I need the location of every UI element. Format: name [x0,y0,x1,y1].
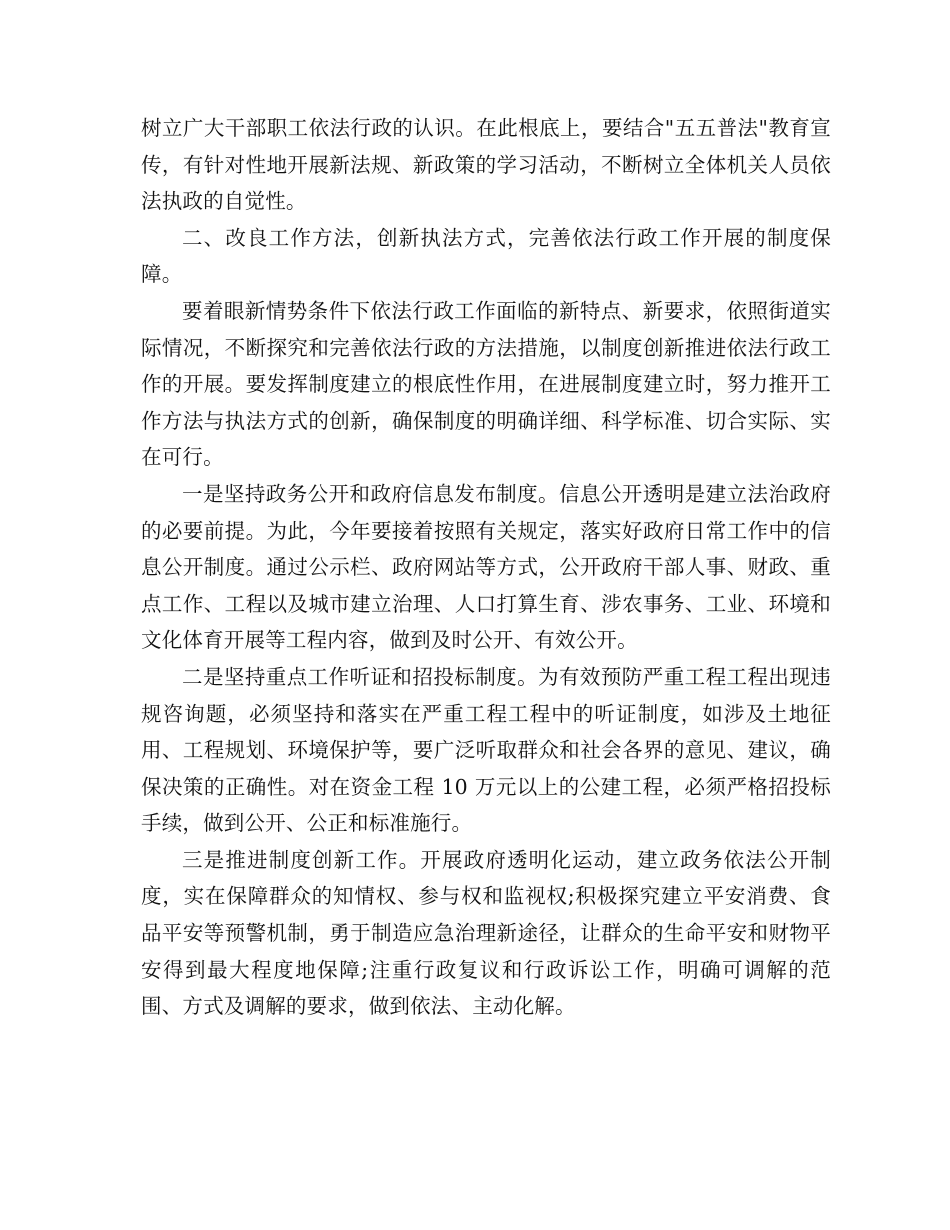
document-page [141,110,831,1025]
section-heading-two: 二、改良工作方法，创新执法方式，完善依法行政工作开展的制度保障。 [141,225,831,287]
paragraph-continuation: 树立广大干部职工依法行政的认识。在此根底上，要结合"五五普法"教育宣传，有针对性地开展新法规、新政策的学习活动，不断树立全体机关人员依法执政的自觉性。 [141,116,831,214]
paragraph-item-one: 一是坚持政务公开和政府信息发布制度。信息公开透明是建立法治政府的必要前提。为此，今年要接着按照有关规定，落实好政府日常工作中的信息公开制度。通过公示栏、政府网站等方式，公开政府干部人事、财政、重点工作、工程以及城市建立治理、人口打算生育、涉农事务、工业、环境和文化体育开展等工程内容，做到及时公开、有效公开。 [141,481,831,653]
paragraph-item-three: 三是推进制度创新工作。开展政府透明化运动，建立政务依法公开制度，实在保障群众的知情权、参与权和监视权;积极探究建立平安消费、食品平安等预警机制，勇于制造应急治理新途径，让群众的生命平安和财物平安得到最大程度地保障;注重行政复议和行政诉讼工作，明确可调解的范围、方式及调解的要求，做到依法、主动化解。 [141,847,831,1019]
paragraph-item-two: 二是坚持重点工作听证和招投标制度。为有效预防严重工程工程出现违规咨询题，必须坚持和落实在严重工程工程中的听证制度，如涉及土地征用、工程规划、环境保护等，要广泛听取群众和社会各界的意见、建议，确保决策的正确性。对在资金工程 10 万元以上的公建工程，必须严格招投标手续，做到公开、公正和标准施行。 [141,664,831,836]
paragraph-body: 要着眼新情势条件下依法行政工作面临的新特点、新要求，依照街道实际情况，不断探究和完善依法行政的方法措施，以制度创新推进依法行政工作的开展。要发挥制度建立的根底性作用，在进展制度建立时，努力推开工作方法与执法方式的创新，确保制度的明确详细、科学标准、切合实际、实在可行。 [141,298,831,470]
